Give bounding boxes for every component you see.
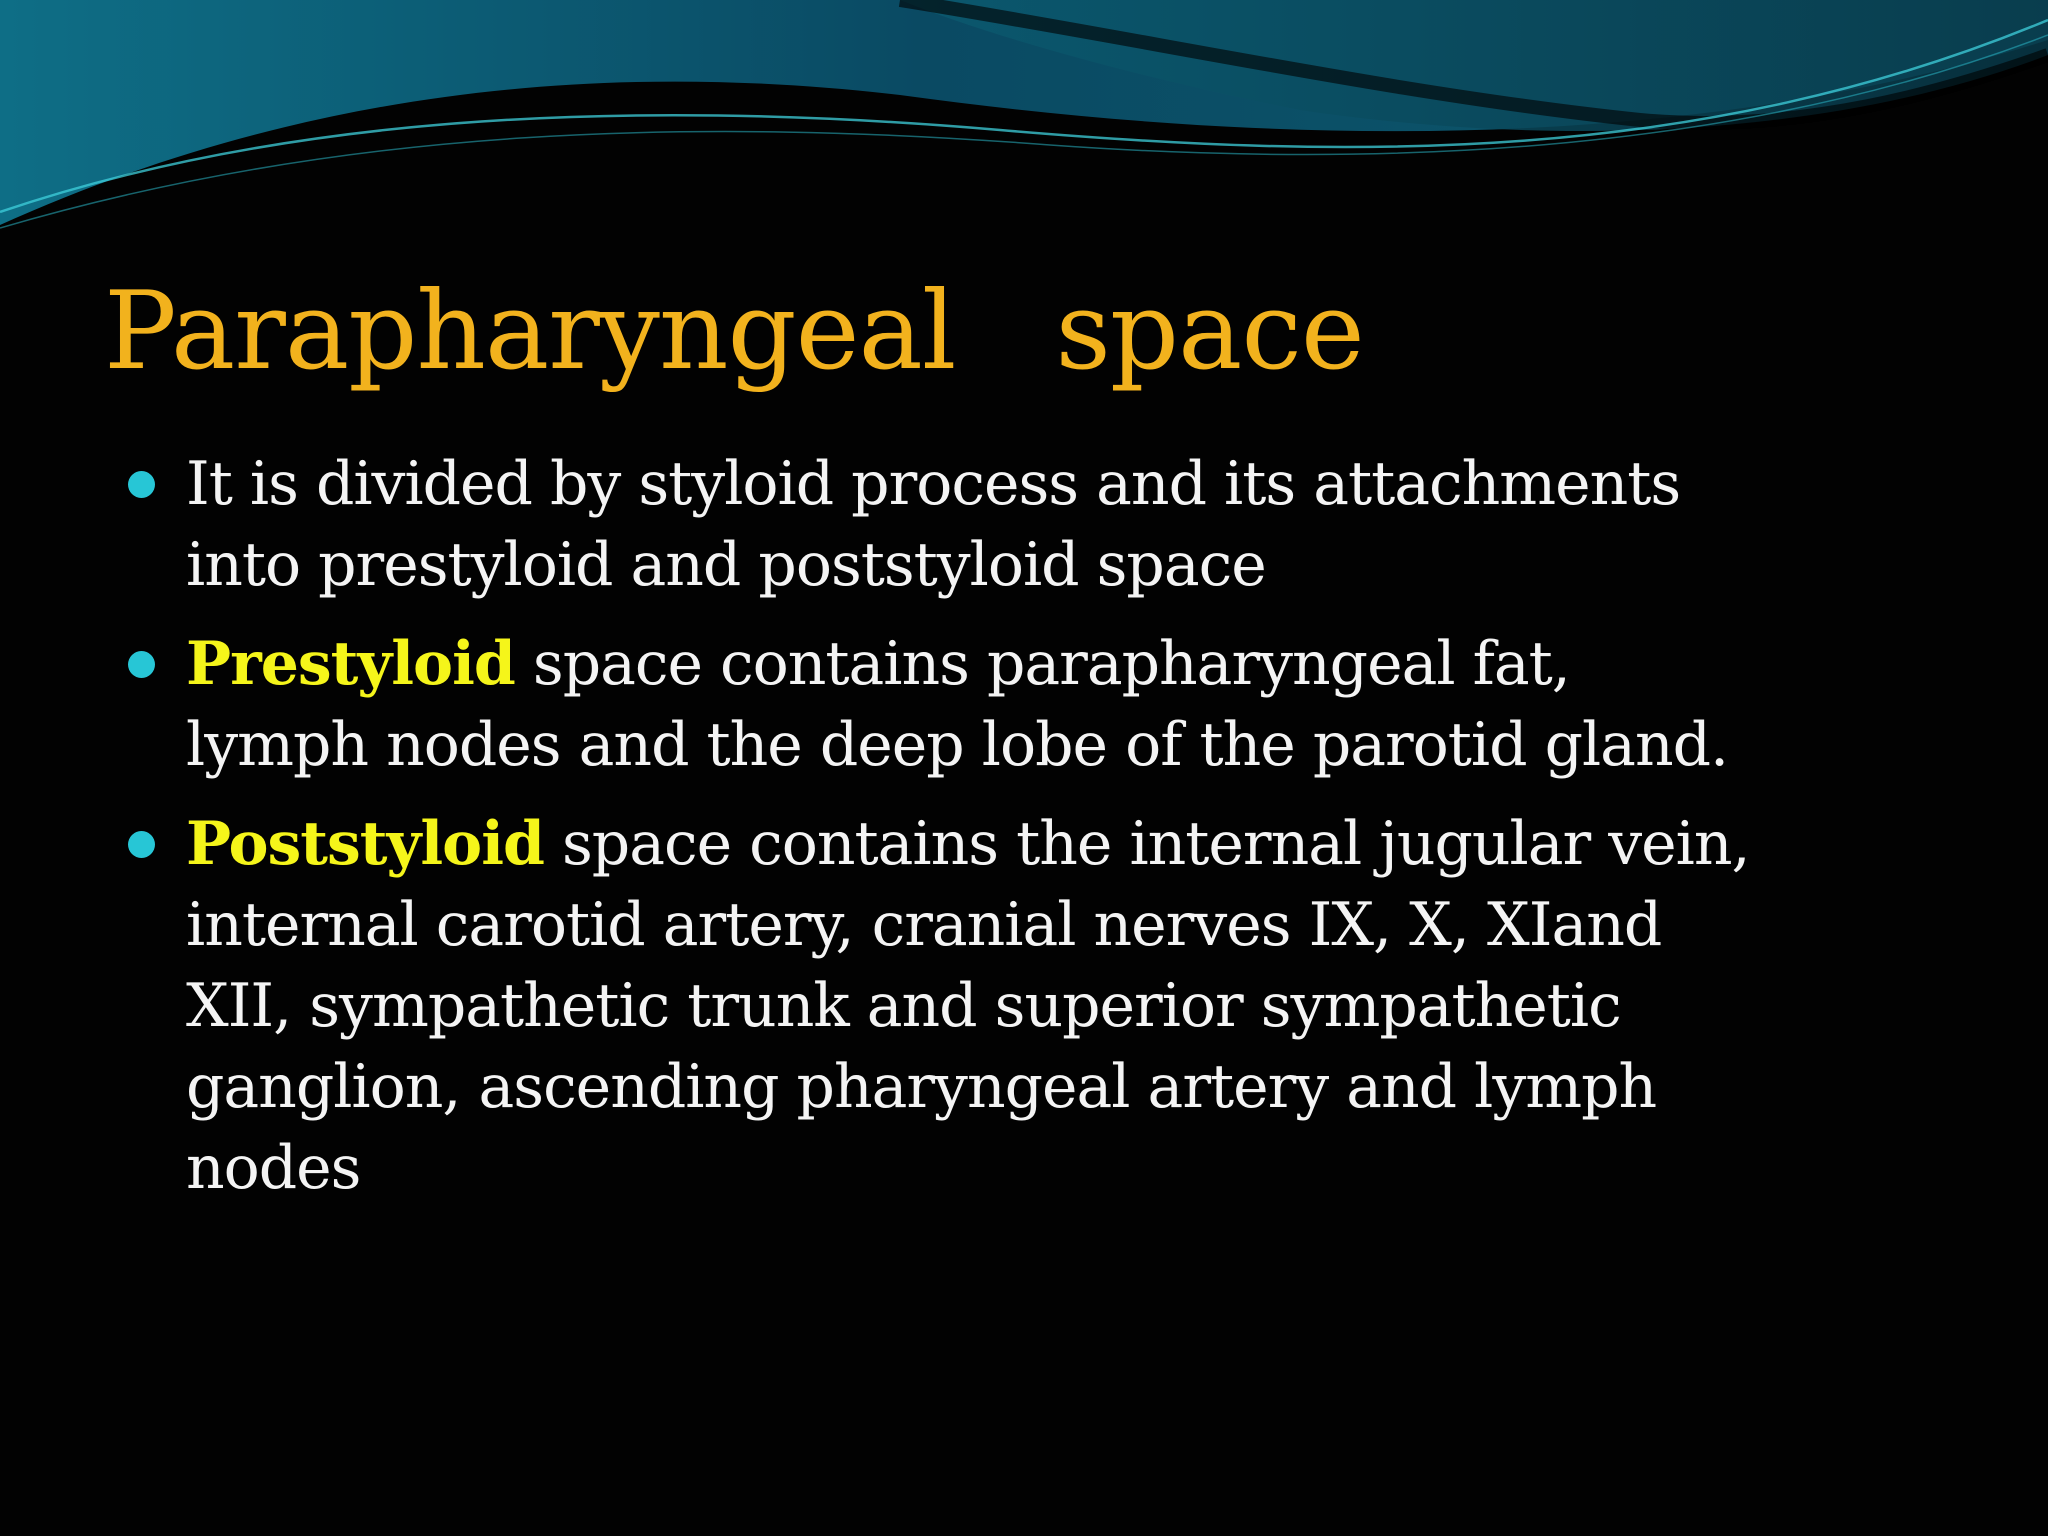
- bullet-item-poststyloid: [126, 804, 1766, 1209]
- bullet-item-prestyloid: [126, 624, 1766, 786]
- header-wave-decoration: [0, 0, 2048, 240]
- bullet-text: space contains the internal jugular vein, internal carotid artery, cranial nerves IX, X, XIand XII, sympathetic trunk and superior sympathetic ganglion, ascending pharyngeal artery and lymph nodes: [186, 809, 1750, 1203]
- bullet-list: [126, 444, 1766, 1227]
- slide-title: Parapharyngeal space: [104, 269, 1364, 394]
- bullet-dot-icon: [128, 471, 155, 498]
- bullet-highlight-poststyloid: Poststyloid: [186, 809, 544, 879]
- bullet-text: It is divided by styloid process and its attachments into prestyloid and poststyloid space: [186, 449, 1681, 600]
- bullet-item-division: [126, 444, 1766, 606]
- bullet-highlight-prestyloid: Prestyloid: [186, 629, 515, 699]
- bullet-dot-icon: [128, 651, 155, 678]
- bullet-dot-icon: [128, 831, 155, 858]
- bullet-text: space contains parapharyngeal fat, lymph nodes and the deep lobe of the parotid gland.: [186, 629, 1729, 780]
